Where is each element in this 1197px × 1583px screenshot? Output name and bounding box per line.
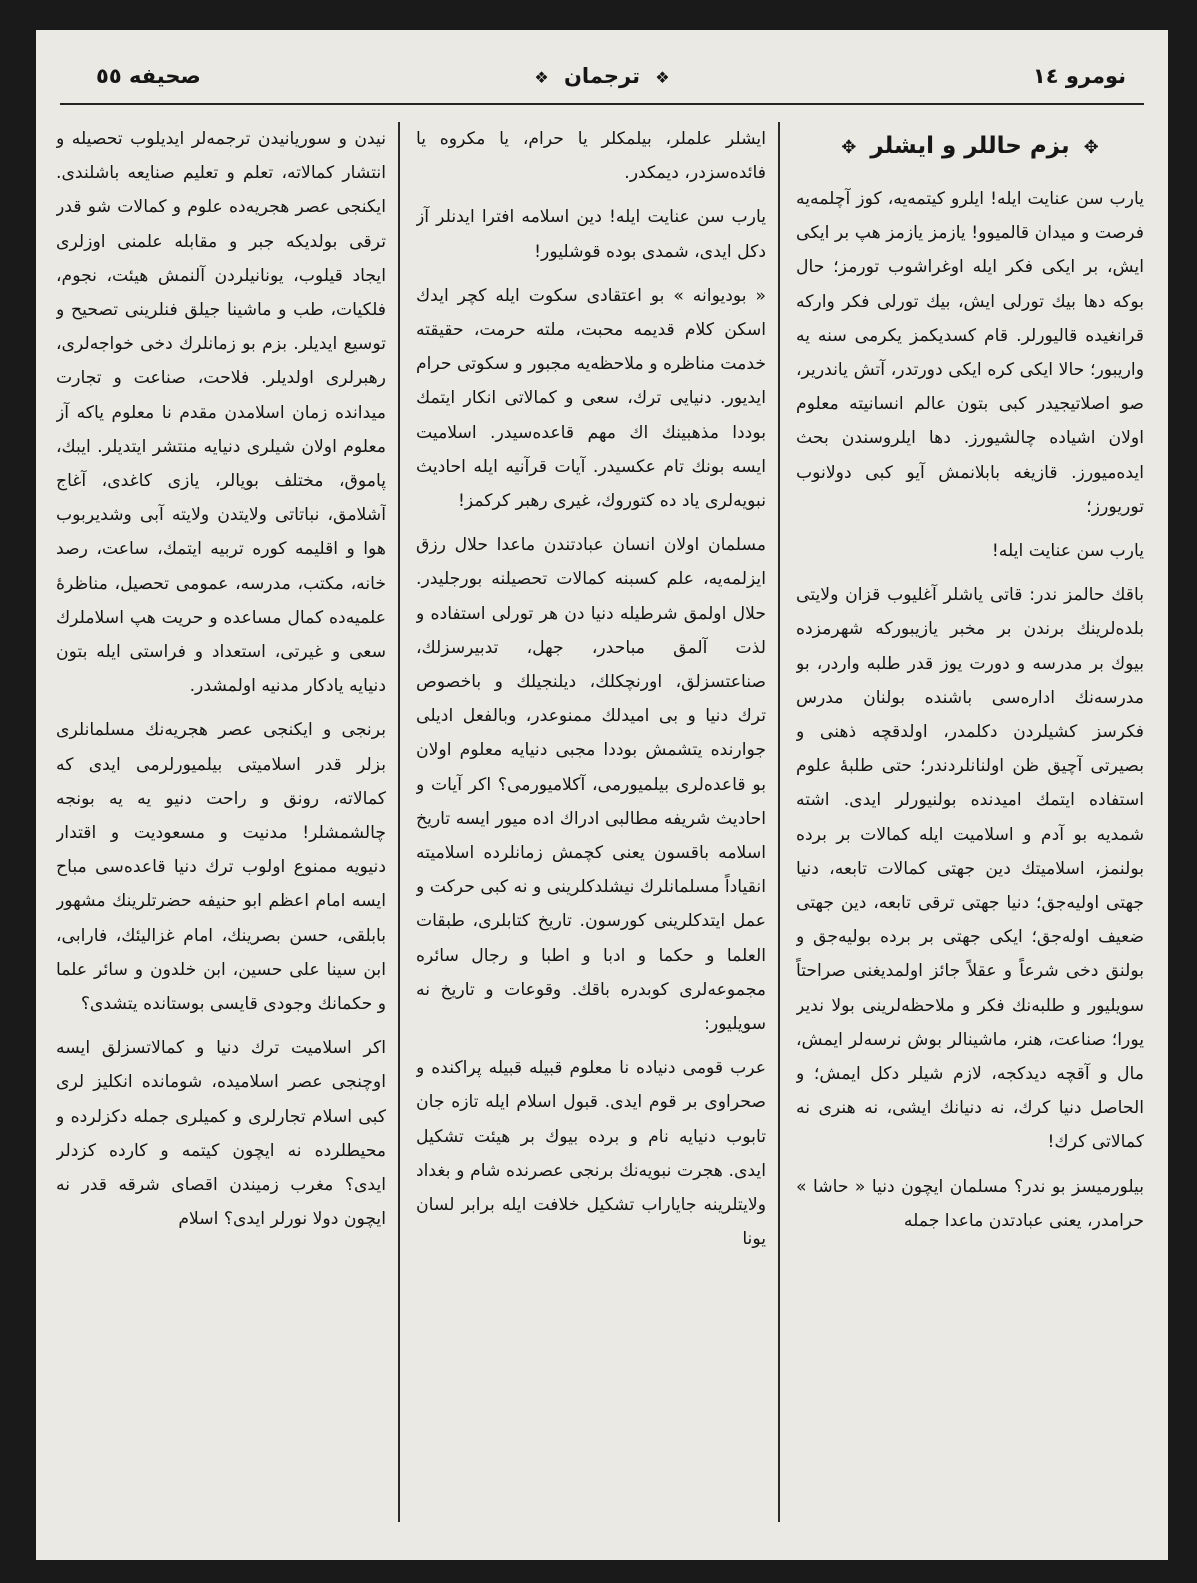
column-divider: [398, 122, 400, 1522]
paragraph: برنجى و ايكنجى عصر هجريه‌نك مسلمانلرى بزلر قدر اسلاميتى بيلميورلرمى ايدى كه كمالاته، رونق و راحت دنيو يه يه بونجه چالشمشلر! مدنيت و مسعوديت و اقتدار دنيويه ممنوع اولوب ترك دنيا قاعده‌سى مباح ايسه امام اعظم ابو حنيفه حضرتلرينك مشهور بابلقى، حسن بصرينك، امام غزاليئك، فارابى، ابن سينا على حسين، ابن خلدون و سائر علما و حكمانك وجودى قايسى بوستانده يتشدى؟: [56, 720, 386, 1015]
paragraph: « بوديوانه » بو اعتقادى سكوت ايله كچر ايدك اسكن كلام قديمه محبت، ملته حرمت، حقيقته خدمت مناظره و ملاحظه‌يه مجبور و سكوتى حرام ايديور. دنيايى ترك، سعى و كمالاتى انكار ايتمك بوددا مذهبينك اك مهم قاعده‌سيدر. اسلاميت ايسه بونك تام عكسيدر. آيات قرآنيه ايله احاديث نبويه‌لرى ياد ده كتوروك، غيرى رهبر كركمز!: [416, 285, 766, 512]
paragraph: باقك حالمز ندر: قاتى ياشلر آغليوب قزان ولايتى بلده‌لرينك برندن بر مخبر يازيبوركه شهرمزده بيوك بر مدرسه و دورت يوز قدر طلبه واردر، بو مدرسه‌نك اداره‌سى باشنده بولنان مدرس فكرسز كشيلردن دكلمدر، اولدقچه ذهنى و بصيرتى آچيق ظن اولنانلردندر؛ حتى طلبهٔ علوم استفاده ايتمك اميدنده بولنيورلر ايدى. اشته شمديه بو آدم و اسلاميت ايله كمالات بر برده بولنمز، اسلاميتك دين جهتى كمالات تابعه، دنيا جهتى اوليه‌جق؛ دنيا جهتى ترقى تابعه، دين جهتى ضعيف اوله‌جق؛ ايكى جهتى بر برده بوليه‌جق و بولنق دخى شرعاً و عقلاً جائز اولمديغنى صراحتاً سويليور و طلبه‌نك فكر و ملاحظه‌لرينى بولا ندير يورا؛ صناعت، هنر، ماشينالر بوش نرسه‌لر ايمش، مال و آقچه ديدكجه، لازم شيلر دكل ايمش؛ و الحاصل دنيا كرك، نه دنيانك ايشى، نه هنرى نه كمالاتى كرك!: [796, 585, 1144, 1153]
left-column: [56, 122, 386, 1522]
masthead-title-text: ترجمان: [564, 64, 640, 88]
article-heading-text: بزم حاللر و ايشلر: [870, 133, 1070, 159]
ornament-icon: ❖: [655, 68, 670, 87]
paragraph: مسلمان اولان انسان عبادتندن ماعدا حلال رزق ايزلمه‌يه، علم كسبنه كمالات تحصيلنه بورجليدر. حلال اولمق شرطيله دنيا دن هر تورلى استفاده و لذت آلمق مباحدر، جهل، تدبيرسزلك، صناعتسزلق، اورنچكلك، ديلنجيلك و باخصوص ترك دنيا و بى اميدلك ممنوعدر، وبالفعل اديلى جوارنده يتشمش بوددا مجبى دنيايه معلوم اولان بو قاعده‌لرى بيلميورمى، آكلاميورمى؟ اكر آيات و احاديث شريفه مطالبى ادراك اده ميور ايسه تاريخ اسلامه باقسون يعنى كچمش زمانلرده اسلاميته انقياداً مسلمانلرك نيشلدكلرينى و نه كبى حركت و عمل ايتدكلرينى كورسون. تاريخ كتابلرى، طبقات العلما و حكما و ادبا و اطبا و رجال سائره مجموعه‌لرى كوبدره باقك. وقوعات و تاريخ نه سويليور:: [416, 535, 766, 1035]
middle-column: [416, 122, 766, 1522]
ornament-icon: ✥: [1083, 137, 1099, 158]
page-header: [60, 46, 1144, 106]
right-column: [796, 122, 1144, 1522]
newspaper-page: [36, 30, 1168, 1560]
paragraph: يارب سن عنايت ايله!: [991, 541, 1144, 562]
ornament-icon: ❖: [534, 68, 549, 87]
paragraph: يارب سن عنايت ايله! دين اسلامه افترا ايدنلر آز دكل ايدى، شمدى بوده قوشليور!: [416, 207, 766, 262]
ornament-icon: ✥: [841, 137, 857, 158]
paragraph: نيدن و سوريانيدن ترجمه‌لر ايديلوب تحصيله و انتشار كمالاته، تعلم و تعليم صنايعه باشلندى. ايكنجى عصر هجريه‌ده علوم و كمالات شو قدر ترقى بولديكه جبر و مقابله علمنى اوزلرى ايجاد قيلوب، يونانيلردن آلنمش هيئت، نجوم، فلكيات، طب و ماشينا جيلق فنلرينى تصحيح و توسيع ايديلر. بزم بو زمانلرك دخى خواجه‌لرى، رهبرلرى اولديلر. فلاحت، صناعت و تجارت ميدانده زمان اسلامدن مقدم نا معلوم ياكه آز معلوم اولان شيلرى دنيايه منتشر ايتديلر. ايبك، پاموق، مختلف بويالر، يازى كاغدى، آغاج آشلامق، نباتاتى ولايتدن ولايته آبى وشديربوب هوا و اقليمه كوره تربيه ايتمك، ساعت، رصد خانه، مكتب، مدرسه، عمومى تحصيل، مناظرهٔ علميه‌ده كمال مساعده و حريت هپ اسلاملرك سعى و غيرتى، استعداد و فراستى ايله بتون دنيايه يادكار مدنيه اولمشدر.: [56, 129, 386, 697]
paragraph: اكر اسلاميت ترك دنيا و كمالاتسزلق ايسه اوچنجى عصر اسلاميده، شومانده انكليز لرى كبى اسلام تجارلرى و كميلرى جمله دكزلرده و محيطلرده نه ايچون كيتمه و كارده كزدلر ايدى؟ مغرب زميندن اقصاى شرقه قدر نه ايچون دولا نورلر ايدى؟ اسلام: [56, 1038, 386, 1230]
paragraph: عرب قومى دنياده نا معلوم قبيله قبيله پراكنده و صحراوى بر قوم ايدى. قبول اسلام ايله تازه جان تابوب دنيايه نام و برده بيوك بر هيئت تشكيل ايدى. هجرت نبويه‌نك برنجى عصرنده شام و بغداد ولايتلرينه جاياراب تشكيل خلافت ايله برابر لسان يونا: [416, 1058, 766, 1250]
page-number: صحيفه ٥٥: [96, 64, 201, 88]
column-divider: [778, 122, 780, 1522]
paragraph: ايشلر علملر، بيلمكلر يا حرام، يا مكروه يا فائده‌سزدر، ديمكدر.: [416, 129, 766, 184]
paragraph: بيلورميسز بو ندر؟ مسلمان ايچون دنيا « حاشا » حرامدر، يعنى عبادتدن ماعدا جمله: [796, 1176, 1144, 1231]
issue-number: نومرو ١٤: [1032, 64, 1126, 88]
article-heading: [796, 122, 1144, 172]
header-rule: [60, 103, 1144, 105]
masthead-title: [526, 64, 677, 88]
paragraph: يارب سن عنايت ايله! ايلرو كيتمه‌يه، كوز آچلمه‌يه فرصت و ميدان قالميوو! يازمز يازمز هپ بر ايكى ايش، بر ايكى فكر ايله اوغراشوب تورمز؛ حال بوكه دها بيك تورلى ايش، بيك تورلى فكر واركه قرانغيده قاليورلر. قام كسديكمز يكرمى سنه يه واريبور؛ حالا ايكى كره ايكى دورتدر، آتش ياندرير، صو اصلاتيجيدر كبى بتون عالم انسانيته معلوم اولان اشياده چالشيورز. دها ايلروسندن بحث ايده‌ميورز. قازيغه بابلانمش آيو كبى دولانوب توريورز؛: [796, 189, 1144, 517]
